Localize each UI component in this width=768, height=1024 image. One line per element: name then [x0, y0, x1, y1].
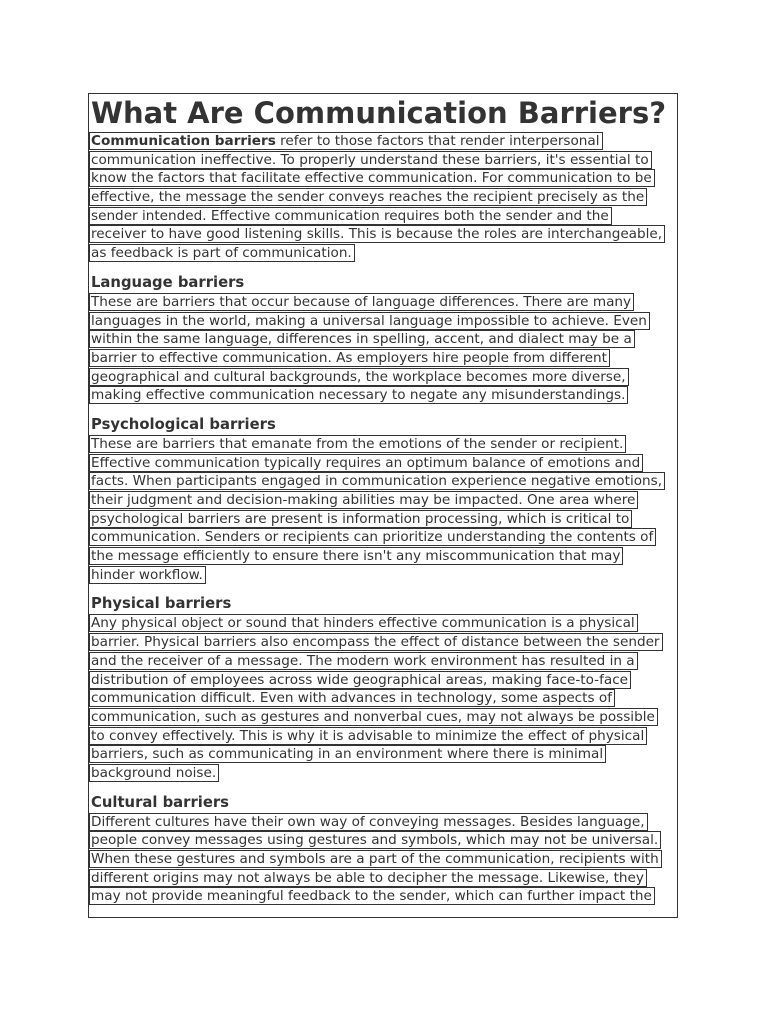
text-line [89, 727, 677, 746]
section-line-text: the message efficiently to ensure there isn't any miscommunication that may [89, 547, 623, 565]
text-line [89, 454, 677, 473]
text-line [89, 386, 677, 405]
section-line-text: distribution of employees across wide geographical areas, making face-to-face [89, 671, 631, 689]
section-line-text: barrier. Physical barriers also encompass the effect of distance between the sender [89, 633, 663, 651]
text-line [89, 510, 677, 529]
section-line-text: communication. Senders or recipients can prioritize understanding the contents of [89, 528, 656, 546]
text-line [89, 244, 677, 263]
section-line-text: These are barriers that emanate from the emotions of the sender or recipient. [89, 435, 626, 453]
intro-paragraph [89, 132, 677, 263]
section-line-text: barrier to effective communication. As employers hire people from different [89, 349, 610, 367]
text-line [89, 435, 677, 454]
intro-line-text: sender intended. Effective communication requires both the sender and the [89, 207, 612, 225]
section-paragraph [89, 293, 677, 405]
section-paragraph [89, 614, 677, 782]
section-line-text: barriers, such as communicating in an environment where there is minimal [89, 745, 606, 763]
text-line [89, 633, 677, 652]
text-line [89, 652, 677, 671]
section-cultural-barriers [89, 793, 677, 906]
section-heading: Language barriers [91, 273, 245, 291]
section-line-text: Effective communication typically requires an optimum balance of emotions and [89, 454, 643, 472]
text-line [89, 887, 677, 906]
section-paragraph [89, 813, 677, 906]
text-line [89, 207, 677, 226]
section-line-text: making effective communication necessary to negate any misunderstandings. [89, 386, 628, 404]
text-line [89, 330, 677, 349]
text-line [89, 472, 677, 491]
section-line-text: psychological barriers are present is information processing, which is critical to [89, 510, 632, 528]
section-line-text: may not provide meaningful feedback to the sender, which can further impact the [89, 887, 655, 905]
section-heading: Psychological barriers [91, 415, 276, 433]
text-line [89, 368, 677, 387]
section-language-barriers [89, 273, 677, 405]
intro-line-text: know the factors that facilitate effective communication. For communication to be [89, 169, 655, 187]
section-line-text: These are barriers that occur because of language differences. There are many [89, 293, 634, 311]
text-line [89, 188, 677, 207]
section-line-text: their judgment and decision-making abilities may be impacted. One area where [89, 491, 638, 509]
section-line-text: to convey effectively. This is why it is advisable to minimize the effect of physical [89, 727, 647, 745]
intro-line-text: refer to those factors that render interpersonal [275, 133, 600, 149]
sections-container [89, 273, 677, 906]
section-line-text: communication difficult. Even with advances in technology, some aspects of [89, 689, 615, 707]
section-heading: Cultural barriers [91, 793, 229, 811]
section-line-text: Any physical object or sound that hinders effective communication is a physical [89, 614, 638, 632]
intro-line-text: receiver to have good listening skills. This is because the roles are interchangeable, [89, 225, 665, 243]
page-title: What Are Communication Barriers? [91, 96, 667, 130]
intro-line-text: as feedback is part of communication. [89, 244, 355, 262]
text-line [89, 831, 677, 850]
text-line [89, 764, 677, 783]
intro-line-text: effective, the message the sender conveys reaches the recipient precisely as the [89, 188, 647, 206]
section-line-text: facts. When participants engaged in communication experience negative emotions, [89, 472, 665, 490]
section-line-text: languages in the world, making a universal language impossible to achieve. Even [89, 312, 650, 330]
text-line [89, 745, 677, 764]
section-physical-barriers [89, 594, 677, 782]
section-paragraph [89, 435, 677, 585]
text-line [89, 169, 677, 188]
section-line-text: Different cultures have their own way of conveying messages. Besides language, [89, 813, 648, 831]
text-line [89, 349, 677, 368]
text-line [89, 689, 677, 708]
text-line [89, 132, 677, 151]
text-line [89, 850, 677, 869]
section-line-text: hinder workflow. [89, 566, 206, 584]
intro-line-text: communication ineffective. To properly understand these barriers, it's essential to [89, 151, 652, 169]
text-line [89, 293, 677, 312]
text-line [89, 151, 677, 170]
text-line [89, 869, 677, 888]
text-line [89, 813, 677, 832]
section-heading: Physical barriers [91, 595, 232, 613]
intro-bold-term: Communication barriers [91, 133, 276, 149]
section-line-text: and the receiver of a message. The modern work environment has resulted in a [89, 652, 638, 670]
text-line [89, 566, 677, 585]
section-line-text: background noise. [89, 764, 219, 782]
section-line-text: within the same language, differences in spelling, accent, and dialect may be a [89, 330, 635, 348]
text-line [89, 671, 677, 690]
text-line [89, 708, 677, 727]
section-psychological-barriers [89, 415, 677, 585]
section-line-text: When these gestures and symbols are a part of the communication, recipients with [89, 850, 662, 868]
section-line-text: people convey messages using gestures and symbols, which may not be universal. [89, 831, 661, 849]
section-line-text: geographical and cultural backgrounds, the workplace becomes more diverse, [89, 368, 629, 386]
section-line-text: communication, such as gestures and nonverbal cues, may not always be possible [89, 708, 658, 726]
text-line [89, 614, 677, 633]
document-page [88, 93, 678, 918]
section-line-text: different origins may not always be able to decipher the message. Likewise, they [89, 869, 647, 887]
text-line [89, 312, 677, 331]
text-line [89, 491, 677, 510]
text-line [89, 528, 677, 547]
text-line [89, 547, 677, 566]
text-line [89, 225, 677, 244]
